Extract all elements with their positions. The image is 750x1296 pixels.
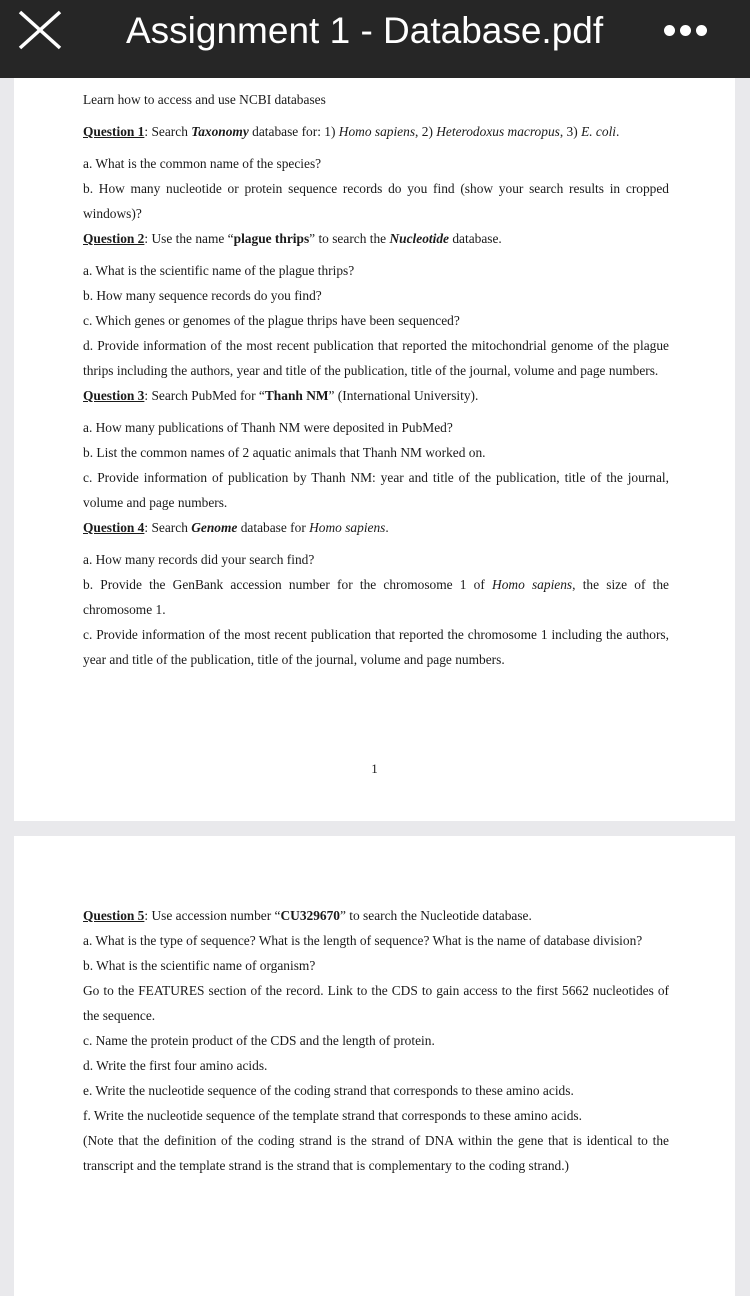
document-title: Assignment 1 - Database.pdf (126, 10, 604, 51)
page-1-content (83, 87, 669, 672)
q3-search-name: Thanh NM (264, 388, 329, 403)
question-1-label: Question 1 (83, 124, 145, 139)
q1-item-a: a. What is the common name of the species? (83, 156, 322, 171)
q5-item-f: f. Write the nucleotide sequence of the template strand that corresponds to these amino acids. (83, 1108, 582, 1123)
q5-item-a: a. What is the type of sequence? What is the length of sequence? What is the name of database division? (83, 933, 643, 948)
q1-species-1: Homo sapiens (338, 124, 416, 139)
q2-text: : Use the name “ (144, 231, 234, 246)
q1-text: database for: 1) (248, 124, 339, 139)
q2-database: Nucleotide (389, 231, 449, 246)
top-bar (0, 0, 750, 78)
q4-item-b (83, 572, 669, 622)
pdf-page-1 (14, 78, 735, 821)
q2-item-a: a. What is the scientific name of the plague thrips? (83, 263, 355, 278)
question-5-label: Question 5 (83, 908, 145, 923)
question-4-label: Question 4 (83, 520, 145, 535)
q1-text: , 2) (415, 124, 437, 139)
q4-text: : Search (144, 520, 192, 535)
close-button[interactable] (16, 10, 64, 50)
q4-item-c: c. Provide information of the most recent publication that reported the chromosome 1 including the authors, year and title of the publication, title of the journal, volume and page numbers. (83, 627, 669, 667)
q5-item-e: e. Write the nucleotide sequence of the coding strand that corresponds to these amino acids. (83, 1083, 574, 1098)
question-2 (83, 226, 669, 251)
q3-text: ” (International University). (328, 388, 479, 403)
q5-item-b: b. What is the scientific name of organism? (83, 958, 316, 973)
q1-item-b: b. How many nucleotide or protein sequence records do you find (show your search results in cropped windows)? (83, 181, 669, 221)
q1-text: , 3) (559, 124, 582, 139)
more-options-icon-dot (696, 25, 707, 36)
q1-species-3: E. coli (581, 124, 617, 139)
more-options-button[interactable] (664, 16, 724, 46)
q4-species: Homo sapiens (309, 520, 386, 535)
q4-item-b-text: b. Provide the GenBank accession number for the chromosome 1 of (83, 577, 493, 592)
q5-accession: CU329670 (280, 908, 340, 923)
q5-text: : Use accession number “ (144, 908, 281, 923)
q4-database: Genome (191, 520, 238, 535)
q2-item-b: b. How many sequence records do you find? (83, 288, 322, 303)
q3-item-a: a. How many publications of Thanh NM were deposited in PubMed? (83, 420, 453, 435)
page-number: 1 (371, 761, 378, 776)
q1-text: . (616, 124, 620, 139)
q3-item-b: b. List the common names of 2 aquatic animals that Thanh NM worked on. (83, 445, 486, 460)
q5-features-note: Go to the FEATURES section of the record. Link to the CDS to gain access to the first 5662 nucleotides of the sequence. (83, 983, 669, 1023)
q5-item-c: c. Name the protein product of the CDS and the length of protein. (83, 1033, 435, 1048)
question-3 (83, 383, 669, 408)
question-4 (83, 515, 669, 540)
more-options-icon-dot (680, 25, 691, 36)
q2-item-d: d. Provide information of the most recent publication that reported the mitochondrial genome of the plague thrips including the authors, year and title of the publication, title of the journal, volume and page numbers. (83, 338, 669, 378)
q4-text: . (385, 520, 389, 535)
q4-item-b-species: Homo sapiens (492, 577, 573, 592)
q3-text: : Search PubMed for “ (144, 388, 265, 403)
question-1 (83, 119, 669, 144)
page-2-content (83, 903, 669, 1178)
q2-search-name: plague thrips (233, 231, 310, 246)
close-icon (16, 10, 64, 50)
q5-item-d: d. Write the first four amino acids. (83, 1058, 268, 1073)
q2-item-c: c. Which genes or genomes of the plague thrips have been sequenced? (83, 313, 460, 328)
q5-definition-note: (Note that the definition of the coding strand is the strand of DNA within the gene that is identical to the transcript and the template strand is the strand that is complementary to the coding strand.) (83, 1133, 669, 1173)
question-3-label: Question 3 (83, 388, 145, 403)
q3-item-c: c. Provide information of publication by Thanh NM: year and title of the publication, title of the journal, volume and page numbers. (83, 470, 669, 510)
q1-text: : Search (144, 124, 192, 139)
pdf-page-2 (14, 836, 735, 1296)
q2-text: database. (448, 231, 502, 246)
q2-text: ” to search the (309, 231, 390, 246)
q4-text: database for (237, 520, 310, 535)
question-5 (83, 903, 669, 928)
q5-text: ” to search the Nucleotide database. (340, 908, 532, 923)
q4-item-a: a. How many records did your search find? (83, 552, 315, 567)
intro-text: Learn how to access and use NCBI databases (83, 92, 326, 107)
q4-item-b-text: , the size of the chromosome 1. (83, 577, 669, 617)
more-options-icon (664, 25, 675, 36)
question-2-label: Question 2 (83, 231, 145, 246)
q1-database: Taxonomy (191, 124, 249, 139)
q1-species-2: Heterodoxus macropus (436, 124, 560, 139)
